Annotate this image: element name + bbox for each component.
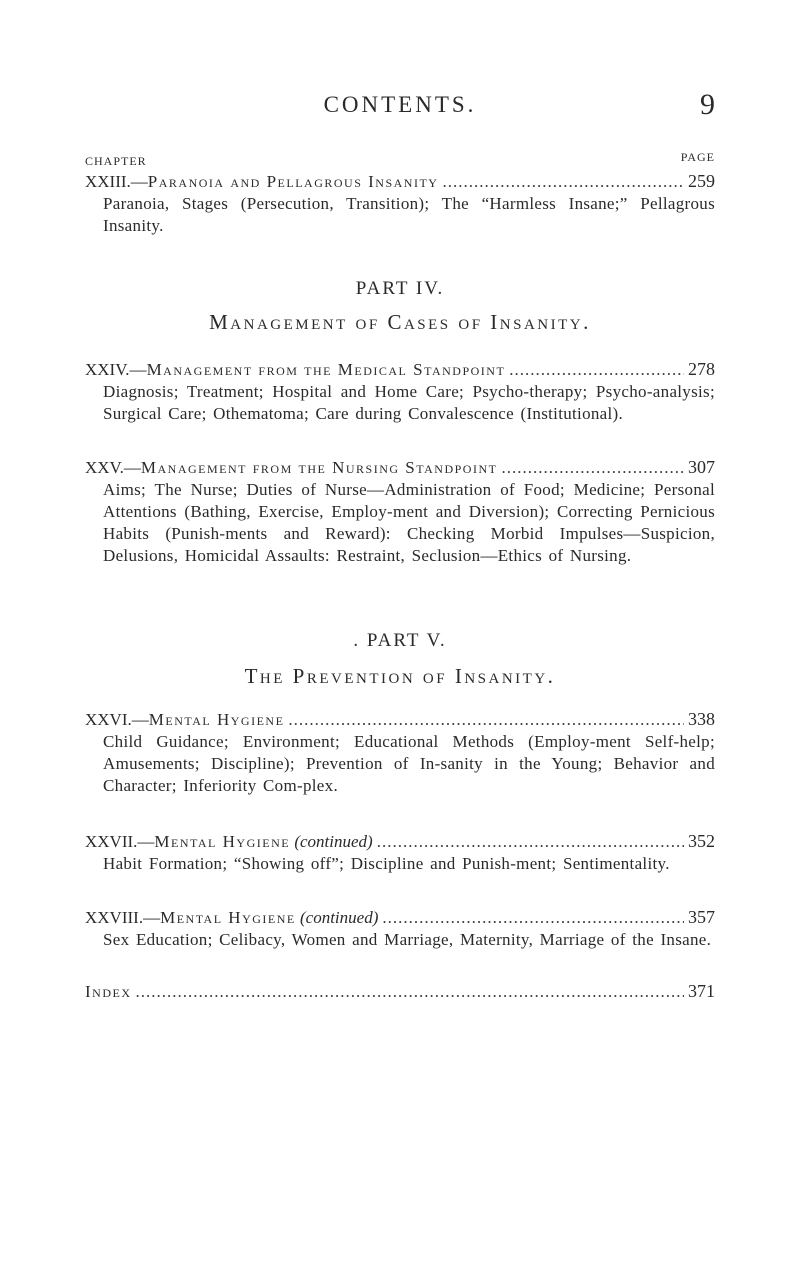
page-ref: 307 [688,457,715,477]
index-title: Index [85,982,132,1001]
dot-leader [382,907,684,929]
page-ref: 352 [688,831,715,851]
chapter-description: Habit Formation; “Showing off”; Discipline and Punish-ment; Sentimentality. [103,854,670,873]
dot-leader [136,981,685,1003]
dot-leader [288,709,684,731]
chapter-number: XXVI.— [85,710,149,729]
toc-entry-chapter-27 [85,830,715,875]
chapter-title: Mental Hygiene [148,710,285,729]
chapter-title: Management from the Nursing Standpoint [140,458,498,477]
chapter-qualifier: (continued) [300,908,379,927]
dot-leader [442,171,684,193]
toc-entry-chapter-23 [85,170,715,237]
chapter-number: XXVII.— [85,832,155,851]
toc-entry-chapter-24 [85,358,715,425]
toc-entry-chapter-25 [85,456,715,567]
chapter-title: Management from the Medical Standpoint [146,360,506,379]
page-ref: 338 [688,709,715,729]
chapter-number: XXIV.— [85,360,147,379]
part-label: . PART V. [353,630,447,651]
chapter-description: Sex Education; Celibacy, Women and Marriage, Maternity, Marriage of the Insane. [103,930,712,949]
page-ref: 278 [688,359,715,379]
chapter-description: Aims; The Nurse; Duties of Nurse—Administration of Food; Medicine; Personal Attentions (Bathing, Exercise, Employ-ment and Diversion); Correcting Pernicious Habits (Punish-ments and Reward): Checking Morbid Impulses—Suspicion, Delusions, Homicidal Assaults: Restraint, Seclusion—Ethics of Nursing. [103,480,715,565]
page-ref: 357 [688,907,715,927]
chapter-description: Diagnosis; Treatment; Hospital and Home Care; Psycho-therapy; Psycho-analysis; Surgical Care; Othematoma; Care during Convalescence (Institutional). [103,382,715,423]
chapter-number: XXVIII.— [85,908,161,927]
part-label: PART IV. [355,278,445,299]
page-number: 9 [700,88,715,121]
toc-entry-index [85,980,715,1003]
dot-leader [509,359,684,381]
part-title: The Prevention of Insanity. [244,664,556,688]
page-column-label: PAGE [680,150,715,164]
chapter-number: XXV.— [85,458,141,477]
page-ref: 371 [688,981,715,1001]
running-header [85,88,715,128]
chapter-title: Mental Hygiene [154,832,291,851]
dot-leader [501,457,684,479]
chapter-qualifier: (continued) [294,832,373,851]
toc-entry-chapter-28 [85,906,715,951]
chapter-title: Paranoia and Pellagrous Insanity [147,172,439,191]
chapter-description: Paranoia, Stages (Persecution, Transition); The “Harmless Insane;” Pellagrous Insanity. [103,194,715,235]
dot-leader [377,831,684,853]
page-ref: 259 [688,171,715,191]
part-title: Management of Cases of Insanity. [209,310,591,334]
chapter-description: Child Guidance; Environment; Educational Methods (Employ-ment Self-help; Amusements; Discipline); Prevention of In-sanity in the Young; Behavior and Character; Inferiority Com-plex. [103,732,715,795]
chapter-column-label: CHAPTER [85,154,147,168]
toc-entry-chapter-26 [85,708,715,797]
chapter-title: Mental Hygiene [160,908,296,927]
page-title: CONTENTS. [323,92,477,117]
chapter-number: XXIII.— [85,172,148,191]
